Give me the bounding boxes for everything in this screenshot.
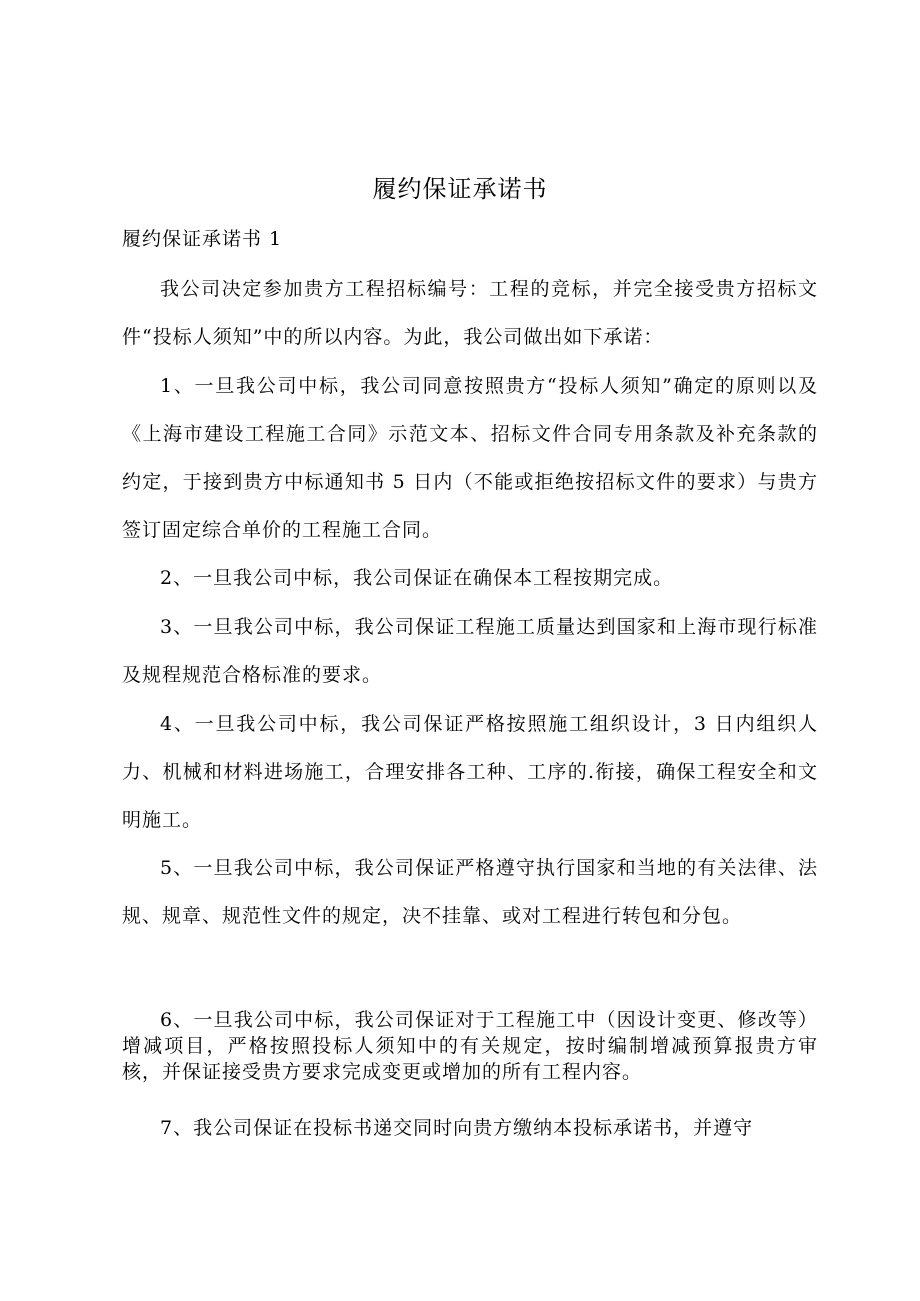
paragraph-commitment-7: 7、我公司保证在投标书递交同时向贵方缴纳本投标承诺书，并遵守 [160,1117,754,1139]
paragraph-commitment-2: 2、一旦我公司中标，我公司保证在确保本工程按期完成。 [160,567,674,589]
document-title: 履约保证承诺书 [372,175,548,203]
paragraph-commitment-5: 5、一旦我公司中标，我公司保证严格遵守执行国家和当地的有关法律、法规、规章、规范性文件的规定，决不挂靠、或对工程进行转包和分包。 [122,857,818,927]
paragraph-intro: 我公司决定参加贵方工程招标编号：工程的竞标，并完全接受贵方招标文件“投标人须知”中的所以内容。为此，我公司做出如下承诺： [122,278,818,348]
paragraph-commitment-6: 6、一旦我公司中标，我公司保证对于工程施工中（因设计变更、修改等）增减项目，严格按照投标人须知中的有关规定，按时编制增减预算报贵方审核，并保证接受贵方要求完成变更或增加的所有工程内容。 [122,1009,818,1083]
paragraph-commitment-4: 4、一旦我公司中标，我公司保证严格按照施工组织设计，3 日内组织人力、机械和材料进场施工，合理安排各工种、工序的.衔接，确保工程安全和文明施工。 [122,713,818,831]
paragraph-commitment-1: 1、一旦我公司中标，我公司同意按照贵方“投标人须知”确定的原则以及《上海市建设工程施工合同》示范文本、招标文件合同专用条款及补充条款的约定，于接到贵方中标通知书 5 日内（不能或拒绝按招标文件的要求）与贵方签订固定综合单价的工程施工合同。 [122,375,818,541]
document-subtitle: 履约保证承诺书 1 [122,228,283,250]
paragraph-commitment-3: 3、一旦我公司中标，我公司保证工程施工质量达到国家和上海市现行标准及规程规范合格标准的要求。 [122,616,818,686]
